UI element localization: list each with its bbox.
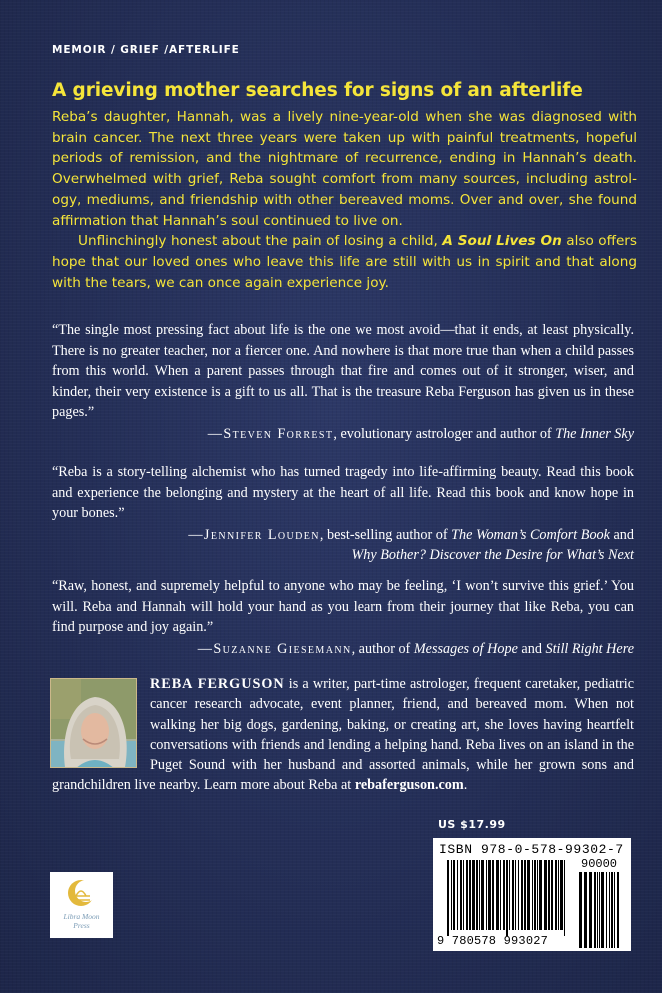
barcode-bar xyxy=(476,860,478,930)
barcode-bar xyxy=(609,872,610,948)
barcode-bar xyxy=(453,860,455,930)
blurb xyxy=(52,107,637,293)
book-title: A Soul Lives On xyxy=(442,233,562,250)
barcode-bar xyxy=(479,860,480,930)
barcode-bar xyxy=(611,872,613,948)
quote-attribution: —Suzanne Giesemann, author of Messages of Hope and Still Right Here xyxy=(197,640,634,657)
barcode-bar xyxy=(534,860,536,930)
barcode-bar xyxy=(539,860,542,930)
barcode-bar xyxy=(597,872,598,948)
barcode-bar xyxy=(469,860,471,930)
isbn-addon: 90000 xyxy=(581,857,618,871)
isbn-number: ISBN 978-0-578-99302-7 xyxy=(439,842,624,857)
barcode-bar xyxy=(532,860,533,930)
barcode-bar xyxy=(599,872,600,948)
barcode-bar xyxy=(589,872,592,948)
barcode-bar xyxy=(503,860,505,930)
barcode-bar xyxy=(500,860,501,930)
barcode-bar xyxy=(492,860,494,930)
barcode-bar xyxy=(457,860,458,930)
barcode-bar xyxy=(544,860,547,930)
barcode-bar xyxy=(558,860,559,930)
barcode-bar xyxy=(551,860,553,930)
barcode-bar xyxy=(472,860,475,930)
barcode-bar xyxy=(518,860,519,930)
barcode-bar xyxy=(481,860,484,930)
barcode-digits: 9 780578 993027 xyxy=(437,934,549,948)
quote-text: “The single most pressing fact about life is the one we most avoid—that it ends, at least physically. There is no greater teacher, nor a fiercer one. And nowhere is that more true than when a child passes from this world. When a parent passes through that fire and comes out of it stronger, wiser, and kinder, their very existence is a gift to us all. That is the treasure Reba Ferguson has given us in these pages.” xyxy=(52,322,634,421)
barcode-bar xyxy=(555,860,557,930)
barcode-bar xyxy=(594,872,596,948)
category-label: MEMOIR / GRIEF /AFTERLIFE xyxy=(52,44,240,56)
publisher-logo xyxy=(50,872,113,938)
barcode-bar xyxy=(509,860,510,930)
barcode-bar xyxy=(560,860,563,930)
barcode-bar xyxy=(521,860,523,930)
barcode-bar xyxy=(606,872,607,948)
endorsement-quote xyxy=(52,320,634,445)
barcode-bar xyxy=(579,872,582,948)
barcode-bar xyxy=(463,860,464,930)
quote-attribution: —Steven Forrest, evolutionary astrologer and author of The Inner Sky xyxy=(207,425,634,442)
author-bio: REBA FERGUSON is a writer, part-time astrologer, frequent caretaker, pediatric cancer research advocate, event planner, friend, and bereaved mom. When not walking her big dogs, gardening, baking, or creating art, she loves having heartfelt conversations with friends and lending a helping hand. Reba lives on an island in the Puget Sound with her husband and assorted animals, while her grown sons and grandchildren live nearby. Learn more about Reba at rebaferguson.com. xyxy=(52,676,634,794)
author-name: REBA FERGUSON xyxy=(150,676,285,692)
barcode-bar xyxy=(488,860,491,930)
libra-moon-icon xyxy=(50,872,113,912)
barcode-bar xyxy=(496,860,499,930)
barcode-bar xyxy=(614,872,615,948)
price: US $17.99 xyxy=(438,818,506,831)
barcode-bar xyxy=(527,860,530,930)
quote-text: “Raw, honest, and supremely helpful to anyone who may be feeling, ‘I won’t survive this grief.’ You will. Reba and Hannah will hold your hand as you learn from their journey that like Reba, you can find purpose and joy again.” xyxy=(52,578,634,636)
barcode-bar xyxy=(524,860,526,930)
quote-text: “Reba is a story-telling alchemist who has turned tragedy into life-affirming beauty. Read this book and experience the belonging and mystery at the heart of all life. Read this book and know hope in your bones.” xyxy=(52,464,634,522)
barcode-bar xyxy=(537,860,538,930)
endorsement-quote xyxy=(52,462,634,566)
author-website[interactable]: rebaferguson.com xyxy=(354,777,464,794)
quote-attribution: —Jennifer Louden, best-selling author of The Woman’s Comfort Book and Why Bother? Discover the Desire for What’s Next xyxy=(188,526,634,564)
publisher-name: Libra Moon xyxy=(63,912,100,921)
isbn-barcode xyxy=(433,838,631,951)
barcode-bar xyxy=(451,860,452,930)
barcode-bar xyxy=(486,860,487,930)
barcode-bar xyxy=(466,860,468,930)
barcode-bar xyxy=(601,872,604,948)
barcode-bar xyxy=(447,860,449,936)
barcode-bar xyxy=(512,860,514,930)
barcode-bar xyxy=(548,860,550,930)
headline: A grieving mother searches for signs of an afterlife xyxy=(52,80,583,101)
barcode-bar xyxy=(460,860,462,930)
barcode-bar xyxy=(506,860,508,936)
barcode-bar xyxy=(515,860,516,930)
endorsement-quote xyxy=(52,576,634,659)
blurb-paragraph: Reba’s daughter, Hannah, was a lively nine-year-old when she was diagnosed with brain cancer. The next three years were taken up with painful treatments, hopeful periods of remission, and the nightmare of recurrence, ending in Hannah’s death. Overwhelmed with grief, Reba sought comfort from many sources, including astrology, mediums, and friendship with other bereaved moms. Over and over, she found affirmation that Hannah’s soul continued to live on. xyxy=(52,109,637,229)
barcode-bar xyxy=(564,860,565,936)
blurb-paragraph: Unflinchingly honest about the pain of losing a child, A Soul Lives On also offers hope that our loved ones who leave this life are still with us in spirit and that along with the tears, we can once again experience joy. xyxy=(52,233,637,291)
publisher-name-2: Press xyxy=(73,920,90,930)
barcode-bar xyxy=(584,872,587,948)
barcode-bar xyxy=(617,872,619,948)
